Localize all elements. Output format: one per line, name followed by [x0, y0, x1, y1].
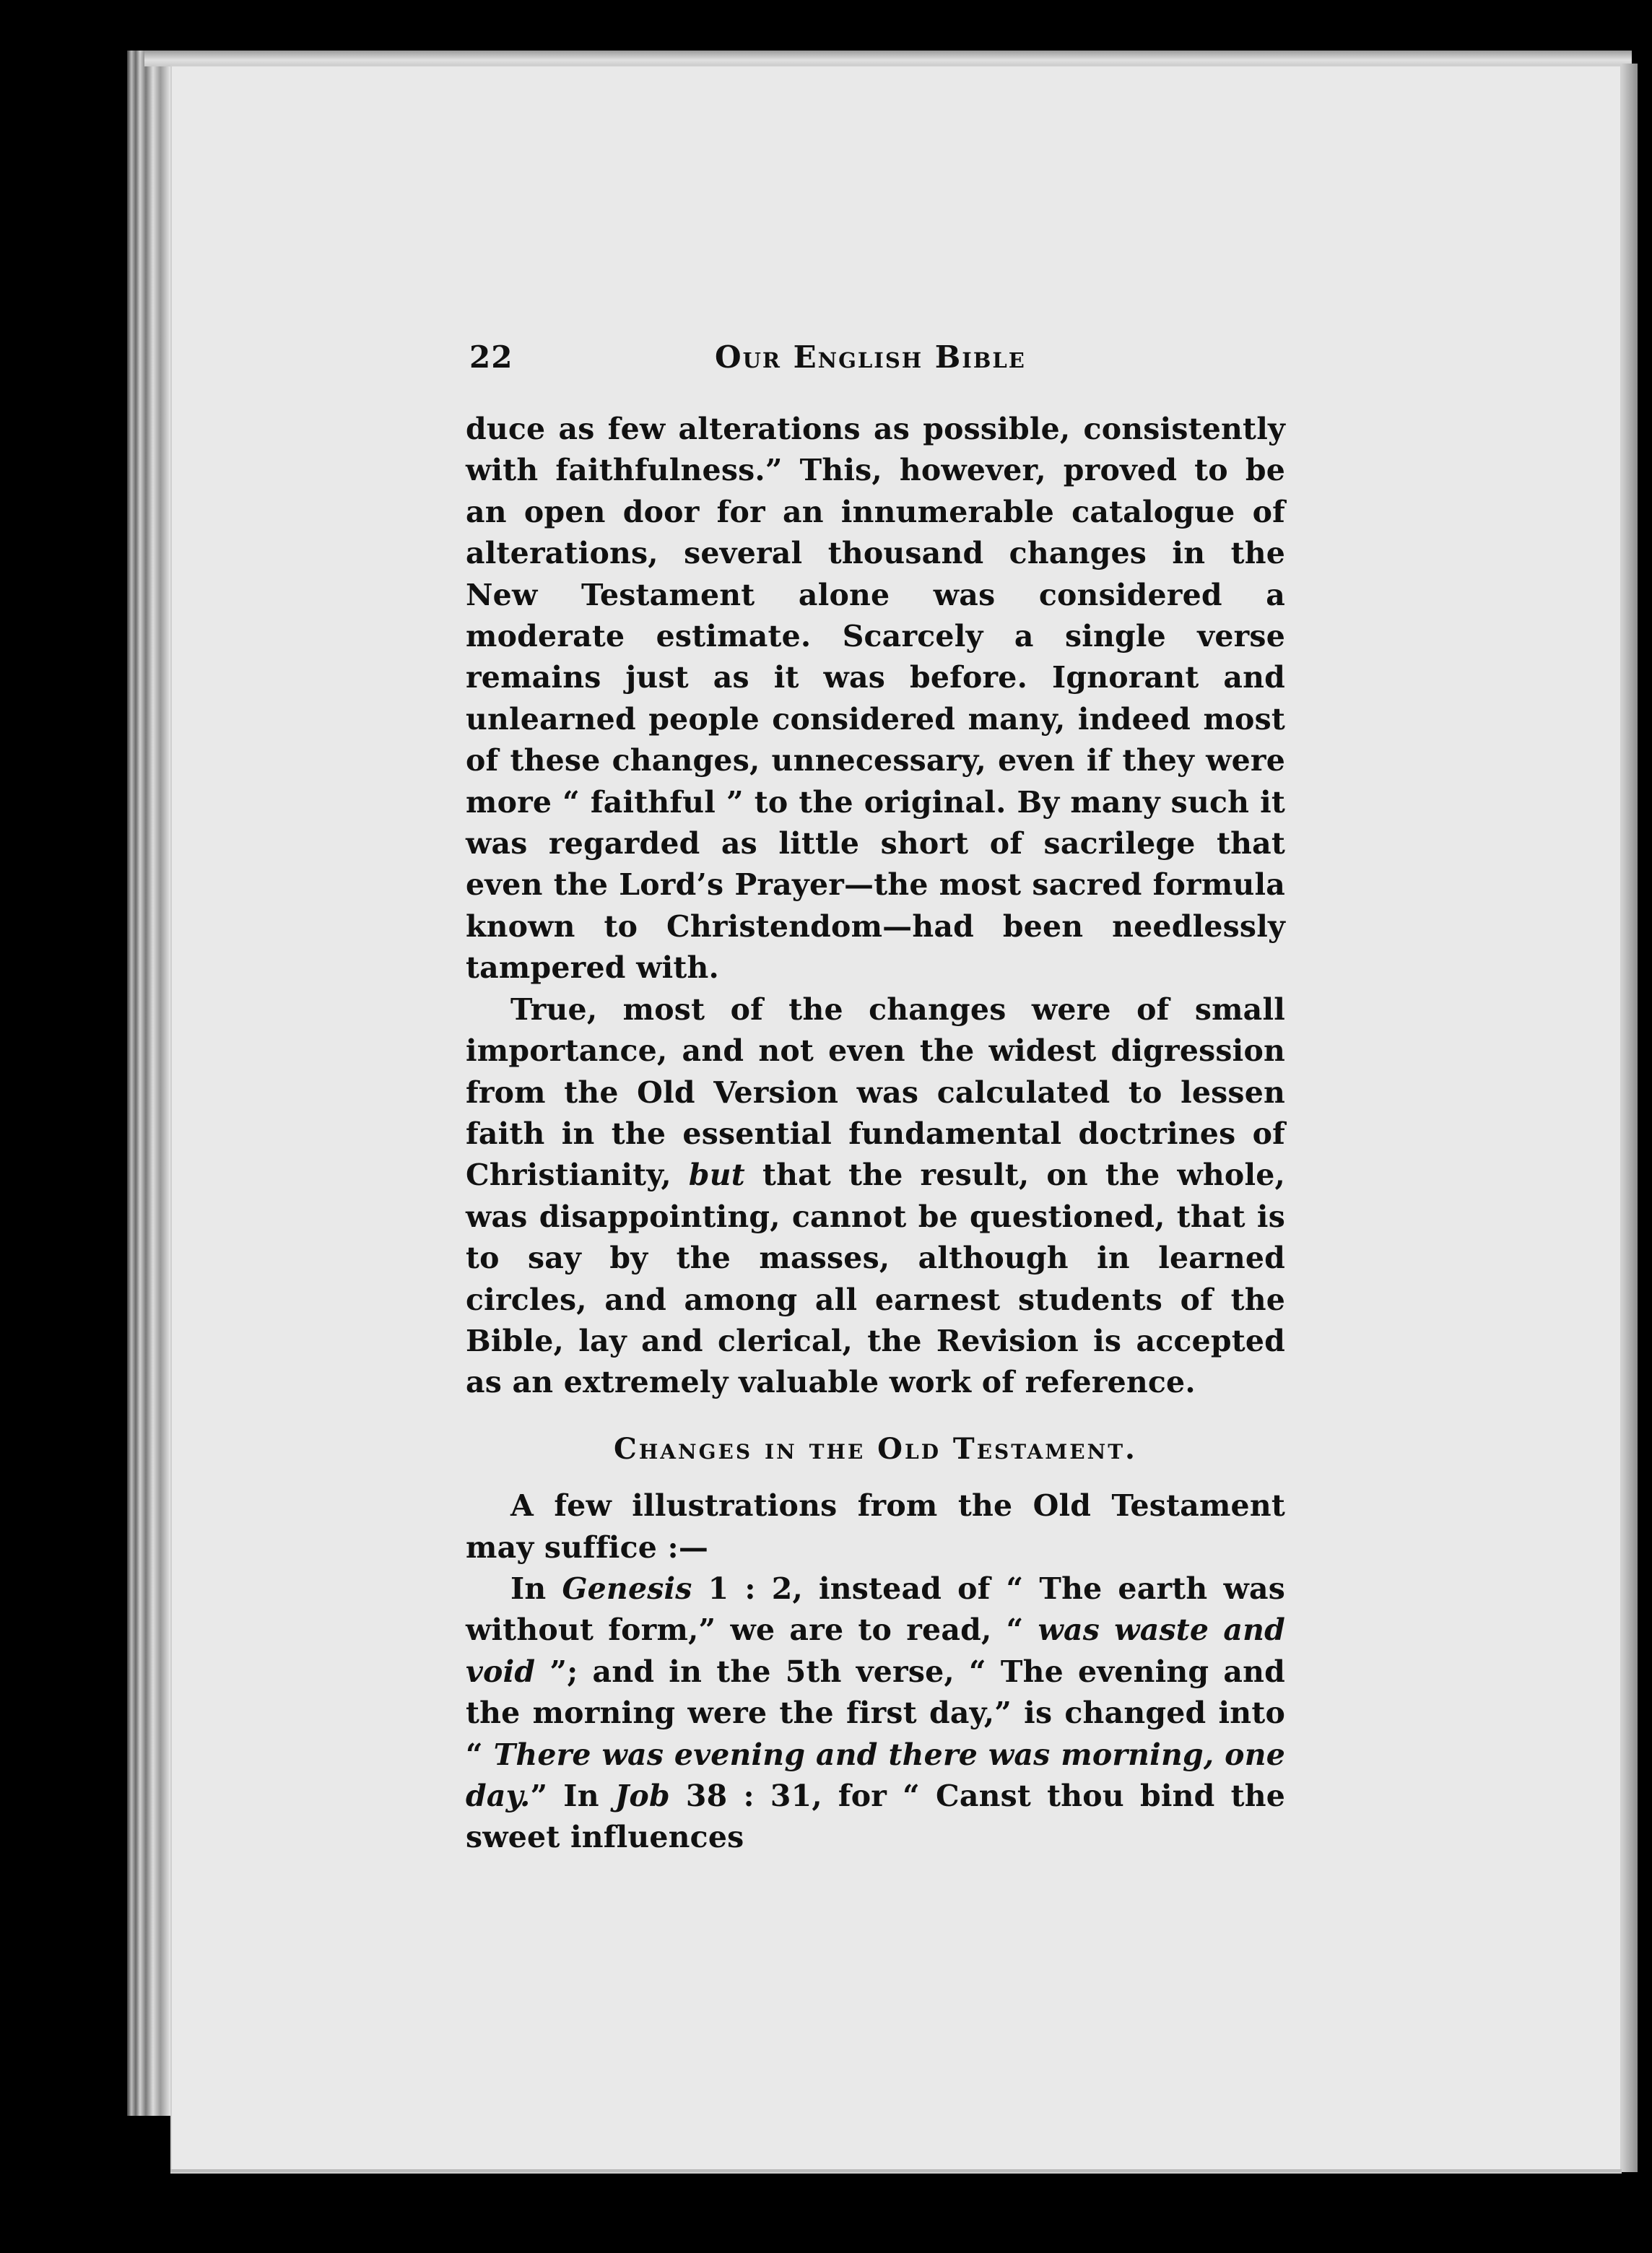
paragraph-4-text-c: ” In [530, 1779, 615, 1813]
paragraph-4-text-a: 1 : 2, instead of “ The earth was without form,” we are to read, “ [466, 1571, 1285, 1648]
paragraph-2-italic-but: but [688, 1158, 745, 1193]
page-body [466, 409, 1285, 1859]
paragraph-3: A few illustrations from the Old Testament may suffice :— [466, 1488, 1285, 1565]
paragraph-2-text-a: True, most of the changes were of small importance, and not even the widest digression from the Old Version was calculated to lessen faith in the essential fundamental doctrines of Christianity, [466, 991, 1285, 1193]
paragraph-2-text-b: that the result, on the whole, was disappointing, cannot be questioned, that is to say by the masses, although in learned circles, and among all earnest students of the Bible, lay and clerical, the Revision is accepted as an extremely valuable work of reference. [466, 1158, 1285, 1400]
paragraph-4-there-was-evening: There was evening and there was morning, one day. [466, 1737, 1285, 1813]
paragraph-4-text-b: ”; and in the 5th verse, “ The evening and the morning were the first day,” is changed into “ [466, 1654, 1285, 1772]
paragraph-4 [466, 1568, 1285, 1859]
paragraph-4-genesis: Genesis [562, 1571, 692, 1606]
paragraph-4-text-d: 38 : 31, for “ Canst thou bind the sweet influences [466, 1779, 1285, 1855]
page-bottom-edge [170, 2169, 1622, 2172]
running-header [469, 339, 1278, 390]
page-top-edge [144, 51, 1632, 66]
paragraph-4-waste-void: was waste and void [466, 1612, 1285, 1689]
paragraph-1: duce as few alterations as possible, consistently with faithfulness.” This, however, proved to be an open door for an innumerable catalogue of alterations, several thousand changes in the New Testament alone was considered a moderate estimate. Scarcely a single verse remains just as it was before. Ignorant and unlearned people considered many, indeed most of these changes, unnecessary, even if they were more “ faithful ” to the original. By many such it was regarded as little short of sacrilege that even the Lord’s Prayer—the most sacred formula known to Christendom—had been needlessly tampered with. [466, 412, 1285, 986]
paragraph-4-in: In [510, 1571, 562, 1606]
section-heading: Changes in the Old Testament. [614, 1431, 1137, 1466]
running-title: Our English Bible [715, 339, 1026, 375]
page-number: 22 [469, 339, 513, 375]
paragraph-4-job: Job [614, 1779, 670, 1813]
paragraph-2 [466, 989, 1285, 1404]
page-right-edge [1622, 64, 1638, 2172]
